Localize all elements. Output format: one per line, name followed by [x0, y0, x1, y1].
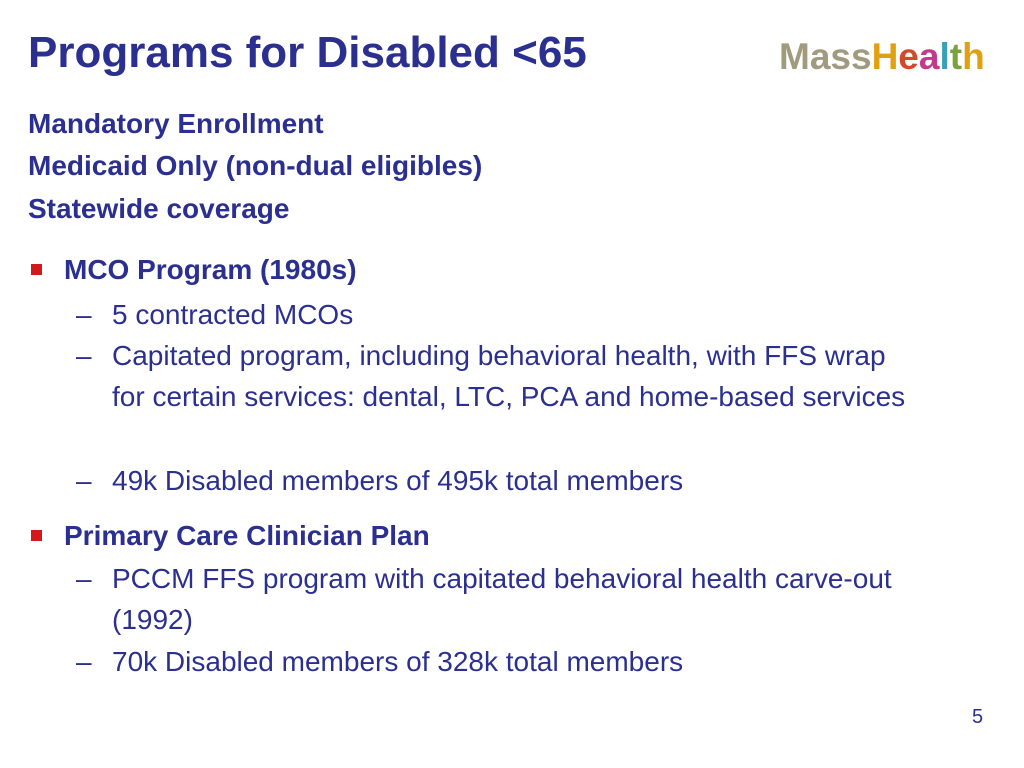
logo-part-e: e — [898, 36, 919, 77]
bullet-square-icon — [31, 530, 42, 541]
subtitle-statewide-coverage: Statewide coverage — [28, 193, 290, 224]
sub-item-text: 5 contracted MCOs — [112, 299, 354, 330]
sub-item — [76, 558, 916, 640]
bullet-label: MCO Program (1980s) — [64, 254, 357, 285]
dash-icon: – — [76, 340, 92, 371]
sub-item — [76, 460, 936, 501]
dash-icon: – — [76, 563, 92, 594]
page-number: 5 — [972, 706, 984, 728]
logo-part-a: a — [918, 36, 940, 77]
bullet-primary-care-clinician-plan — [28, 520, 430, 552]
dash-icon: – — [76, 646, 92, 677]
masshealth-logo — [779, 36, 985, 78]
bullet-square-icon — [31, 264, 42, 275]
page-title: Programs for Disabled <65 — [28, 28, 587, 77]
sub-item-text: 70k Disabled members of 328k total members — [112, 646, 684, 677]
sub-item — [76, 641, 936, 682]
sub-item — [76, 294, 936, 335]
sub-item-text: PCCM FFS program with capitated behavioral health carve-out (1992) — [112, 563, 892, 635]
sub-item-text: Capitated program, including behavioral health, with FFS wrap for certain services: dental, LTC, PCA and home-based services — [112, 340, 906, 412]
logo-part-l: l — [939, 36, 950, 77]
bullet-label: Primary Care Clinician Plan — [64, 520, 430, 551]
logo-part-h: H — [871, 36, 899, 77]
subtitle-mandatory-enrollment: Mandatory Enrollment — [28, 108, 324, 139]
bullet-mco-program — [28, 254, 357, 286]
logo-part-t: t — [949, 36, 963, 77]
logo-part-h2: h — [962, 36, 985, 77]
subtitle-medicaid-only: Medicaid Only (non-dual eligibles) — [28, 150, 483, 181]
sub-item-text: 49k Disabled members of 495k total members — [112, 465, 684, 496]
dash-icon: – — [76, 299, 92, 330]
dash-icon: – — [76, 465, 92, 496]
sub-item — [76, 335, 916, 417]
logo-part-mass: Mass — [779, 36, 872, 77]
